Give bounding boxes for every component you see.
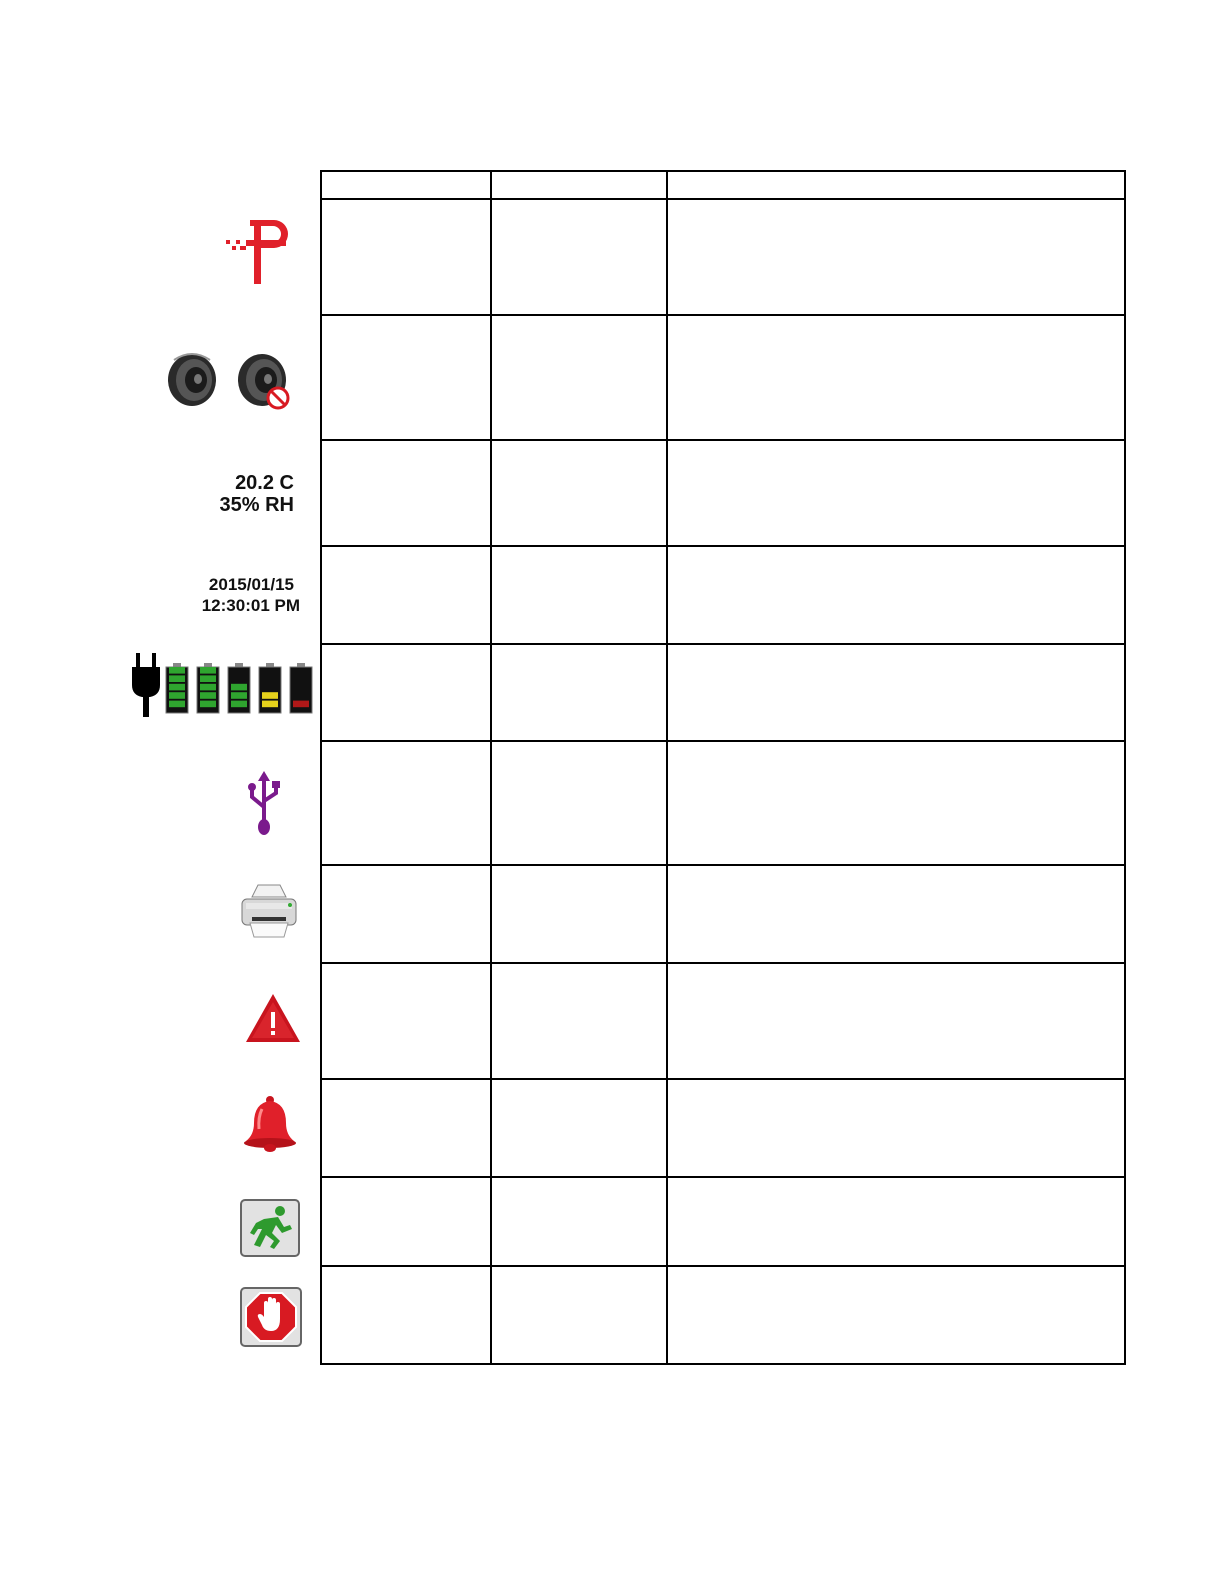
battery-level-icons bbox=[166, 663, 312, 713]
table-cell bbox=[321, 199, 491, 315]
usb-icon bbox=[120, 770, 310, 838]
table-cell bbox=[667, 315, 1125, 440]
table-cell bbox=[491, 546, 667, 644]
battery-segment bbox=[200, 701, 216, 708]
table-row bbox=[321, 741, 1125, 865]
table-row bbox=[321, 546, 1125, 644]
table-row bbox=[321, 963, 1125, 1079]
table-cell bbox=[321, 546, 491, 644]
humidity-value: 35% RH bbox=[219, 494, 294, 516]
table-cell bbox=[491, 963, 667, 1079]
battery-segment bbox=[169, 667, 185, 674]
table-cell bbox=[321, 741, 491, 865]
battery-icon bbox=[259, 663, 281, 713]
battery-segment bbox=[293, 701, 309, 708]
battery-segment bbox=[200, 692, 216, 699]
table-cell bbox=[667, 199, 1125, 315]
battery-icon bbox=[228, 663, 250, 713]
table-cell bbox=[491, 199, 667, 315]
battery-icon bbox=[166, 663, 188, 713]
table-cell bbox=[321, 644, 491, 741]
table-header-row bbox=[321, 171, 1125, 199]
temperature-value: 20.2 C bbox=[235, 472, 294, 494]
battery-segment bbox=[169, 701, 185, 708]
battery-icon bbox=[290, 663, 312, 713]
battery-segment bbox=[200, 667, 216, 674]
speaker-muted-icon bbox=[238, 354, 288, 408]
table-cell bbox=[491, 865, 667, 963]
table-row bbox=[321, 440, 1125, 546]
table-cell bbox=[667, 1079, 1125, 1177]
battery-segment bbox=[169, 692, 185, 699]
table-cell bbox=[491, 1177, 667, 1266]
time-value: 12:30:01 PM bbox=[201, 596, 300, 615]
battery-segment bbox=[262, 692, 278, 699]
table-cell bbox=[491, 315, 667, 440]
table-row bbox=[321, 644, 1125, 741]
table-cell bbox=[667, 963, 1125, 1079]
table-cell bbox=[491, 1079, 667, 1177]
table-cell bbox=[667, 741, 1125, 865]
battery-icon bbox=[197, 663, 219, 713]
battery-segment bbox=[231, 692, 247, 699]
battery-segment bbox=[262, 701, 278, 708]
power-battery-icons bbox=[132, 650, 322, 720]
alarm-bell-icon bbox=[120, 1094, 310, 1154]
battery-segment bbox=[169, 684, 185, 691]
speaker-icons bbox=[120, 348, 310, 412]
temperature-humidity-readout bbox=[120, 470, 310, 518]
table-cell bbox=[321, 1079, 491, 1177]
printer-icon bbox=[120, 880, 310, 942]
table-row bbox=[321, 865, 1125, 963]
table-row bbox=[321, 1079, 1125, 1177]
table-cell bbox=[491, 440, 667, 546]
table-cell bbox=[667, 865, 1125, 963]
date-time-readout bbox=[120, 573, 310, 617]
table-cell bbox=[491, 1266, 667, 1364]
battery-segment bbox=[231, 701, 247, 708]
stop-button-icon bbox=[120, 1286, 310, 1348]
battery-segment bbox=[200, 675, 216, 682]
table-row bbox=[321, 315, 1125, 440]
table-cell bbox=[667, 644, 1125, 741]
p-logo-icon bbox=[120, 208, 310, 288]
table-cell bbox=[667, 546, 1125, 644]
table-cell bbox=[321, 1177, 491, 1266]
table-cell bbox=[491, 171, 667, 199]
battery-segment bbox=[200, 684, 216, 691]
table-cell bbox=[667, 440, 1125, 546]
table-cell bbox=[491, 741, 667, 865]
table-cell bbox=[321, 315, 491, 440]
speaker-on-icon bbox=[168, 354, 216, 406]
table-cell bbox=[321, 171, 491, 199]
battery-segment bbox=[231, 684, 247, 691]
run-button-icon bbox=[120, 1198, 310, 1258]
table-row bbox=[321, 199, 1125, 315]
table-cell bbox=[667, 1177, 1125, 1266]
date-value: 2015/01/15 bbox=[208, 575, 294, 594]
table-cell bbox=[321, 1266, 491, 1364]
battery-segment bbox=[169, 675, 185, 682]
table-row bbox=[321, 1266, 1125, 1364]
table-cell bbox=[321, 865, 491, 963]
table-cell bbox=[667, 1266, 1125, 1364]
table-cell bbox=[321, 963, 491, 1079]
table-cell bbox=[667, 171, 1125, 199]
table-row bbox=[321, 1177, 1125, 1266]
table-cell bbox=[491, 644, 667, 741]
ac-power-plug-icon bbox=[132, 653, 160, 717]
warning-triangle-icon bbox=[120, 990, 310, 1046]
legend-table bbox=[320, 170, 1126, 1365]
table-cell bbox=[321, 440, 491, 546]
